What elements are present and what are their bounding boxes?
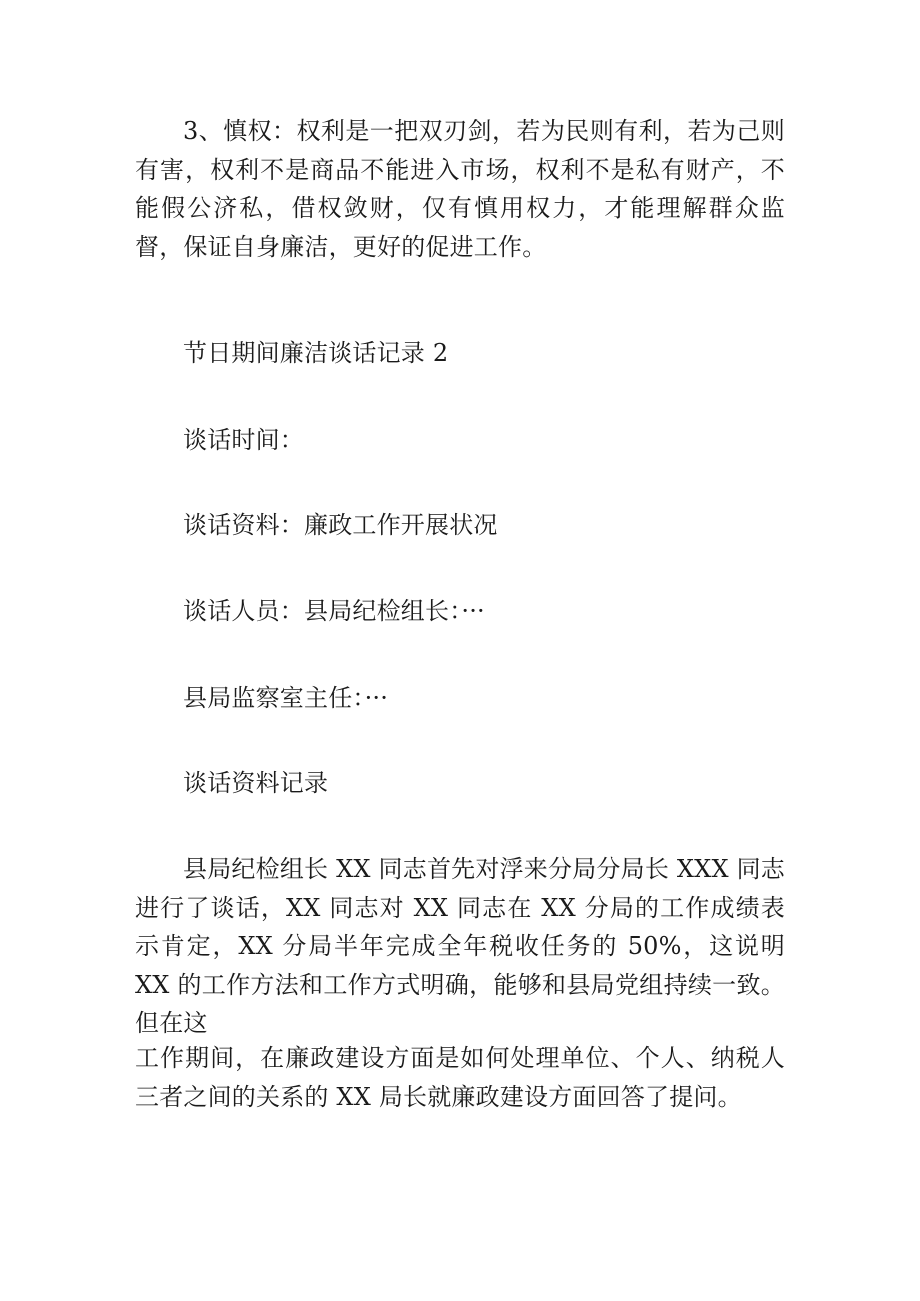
supervision-director-line: 县局监察室主任：··· [183,684,389,712]
paragraph-record: 县局纪检组长 XX 同志首先对浮来分局分局长 XXX 同志进行了谈话，XX 同志对 XX 同志在 XX 分局的工作成绩表示肯定，XX 分局半年完成全年税收任务的 50%，这说明 XX 的工作方法和工作方式明确，能够和县局党组持续一致。但在这 [135,855,785,1037]
talk-content-line: 谈话资料：廉政工作开展状况 [183,511,498,539]
record-title: 谈话资料记录 [183,769,329,797]
paragraph-discretion: 3、慎权：权利是一把双刃剑，若为民则有利，若为己则有害，权利不是商品不能进入市场，权利不是私有财产，不能假公济私，借权敛财，仅有慎用权力，才能理解群众监督，保证自身廉洁，更好的促进工作。 [135,117,785,261]
section-heading: 节日期间廉洁谈话记录 2 [183,339,449,367]
talk-people-line: 谈话人员：县局纪检组长：··· [183,597,485,625]
talk-time-line: 谈话时间： [183,426,304,454]
paragraph-continuation: 工作期间，在廉政建设方面是如何处理单位、个人、纳税人三者之间的关系的 XX 局长就廉政建设方面回答了提问。 [135,1044,785,1111]
